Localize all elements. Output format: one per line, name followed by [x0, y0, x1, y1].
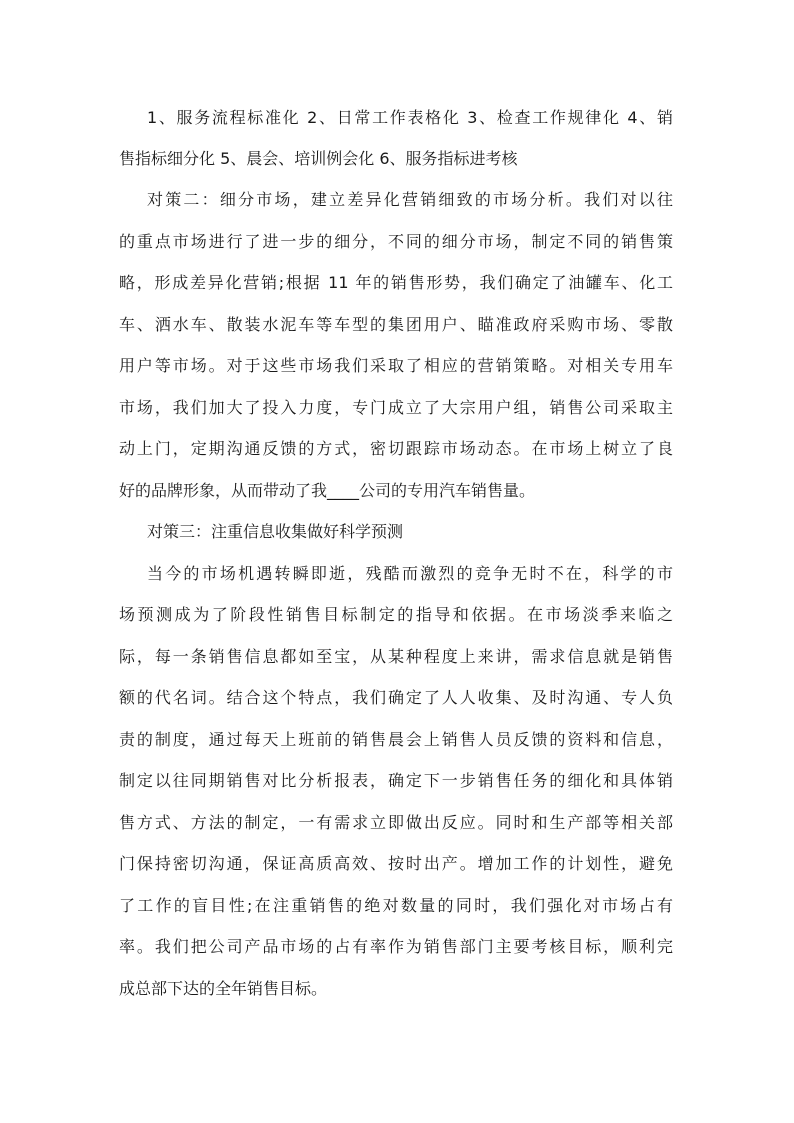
text-line: 际，每一条销售信息都如至宝，从某种程度上来讲，需求信息就是销售 [119, 647, 673, 666]
text-line: 额的代名词。结合这个特点，我们确定了人人收集、及时沟通、专人负 [119, 688, 673, 707]
text-line: 用户等市场。对于这些市场我们采取了相应的营销策略。对相关专用车 [119, 356, 673, 375]
text-line: 成总部下达的全年销售目标。 [119, 979, 328, 998]
text-line: 好的品牌形象，从而带动了我____公司的专用汽车销售量。 [119, 481, 536, 500]
text-line: 的重点市场进行了进一步的细分，不同的细分市场，制定不同的销售策 [119, 232, 673, 251]
text-line: 了工作的盲目性;在注重销售的绝对数量的同时，我们强化对市场占有 [119, 896, 673, 915]
text-line: 当今的市场机遇转瞬即逝，残酷而激烈的竞争无时不在，科学的市 [147, 564, 673, 583]
text-line: 略，形成差异化营销;根据 11 年的销售形势，我们确定了油罐车、化工 [119, 273, 673, 292]
section-heading: 对策三：注重信息收集做好科学预测 [147, 522, 404, 541]
text-line: 门保持密切沟通，保证高质高效、按时出产。增加工作的计划性，避免 [119, 854, 673, 873]
text-line: 对策二：细分市场，建立差异化营销细致的市场分析。我们对以往 [147, 190, 673, 209]
text-line: 场预测成为了阶段性销售目标制定的指导和依据。在市场淡季来临之 [119, 605, 673, 624]
text-line: 责的制度，通过每天上班前的销售晨会上销售人员反馈的资料和信息， [119, 730, 673, 749]
text-line: 制定以往同期销售对比分析报表，确定下一步销售任务的细化和具体销 [119, 771, 673, 790]
text-line: 车、洒水车、散装水泥车等车型的集团用户、瞄准政府采购市场、零散 [119, 315, 673, 334]
text-line: 售方式、方法的制定，一有需求立即做出反应。同时和生产部等相关部 [119, 813, 673, 832]
text-line: 售指标细分化 5、晨会、培训例会化 6、服务指标进考核 [119, 149, 518, 168]
text-line: 1、服务流程标准化 2、日常工作表格化 3、检查工作规律化 4、销 [147, 108, 673, 127]
text-line: 率。我们把公司产品市场的占有率作为销售部门主要考核目标，顺利完 [119, 937, 673, 956]
text-line: 市场，我们加大了投入力度，专门成立了大宗用户组，销售公司采取主 [119, 398, 673, 417]
text-line: 动上门，定期沟通反馈的方式，密切跟踪市场动态。在市场上树立了良 [119, 439, 673, 458]
